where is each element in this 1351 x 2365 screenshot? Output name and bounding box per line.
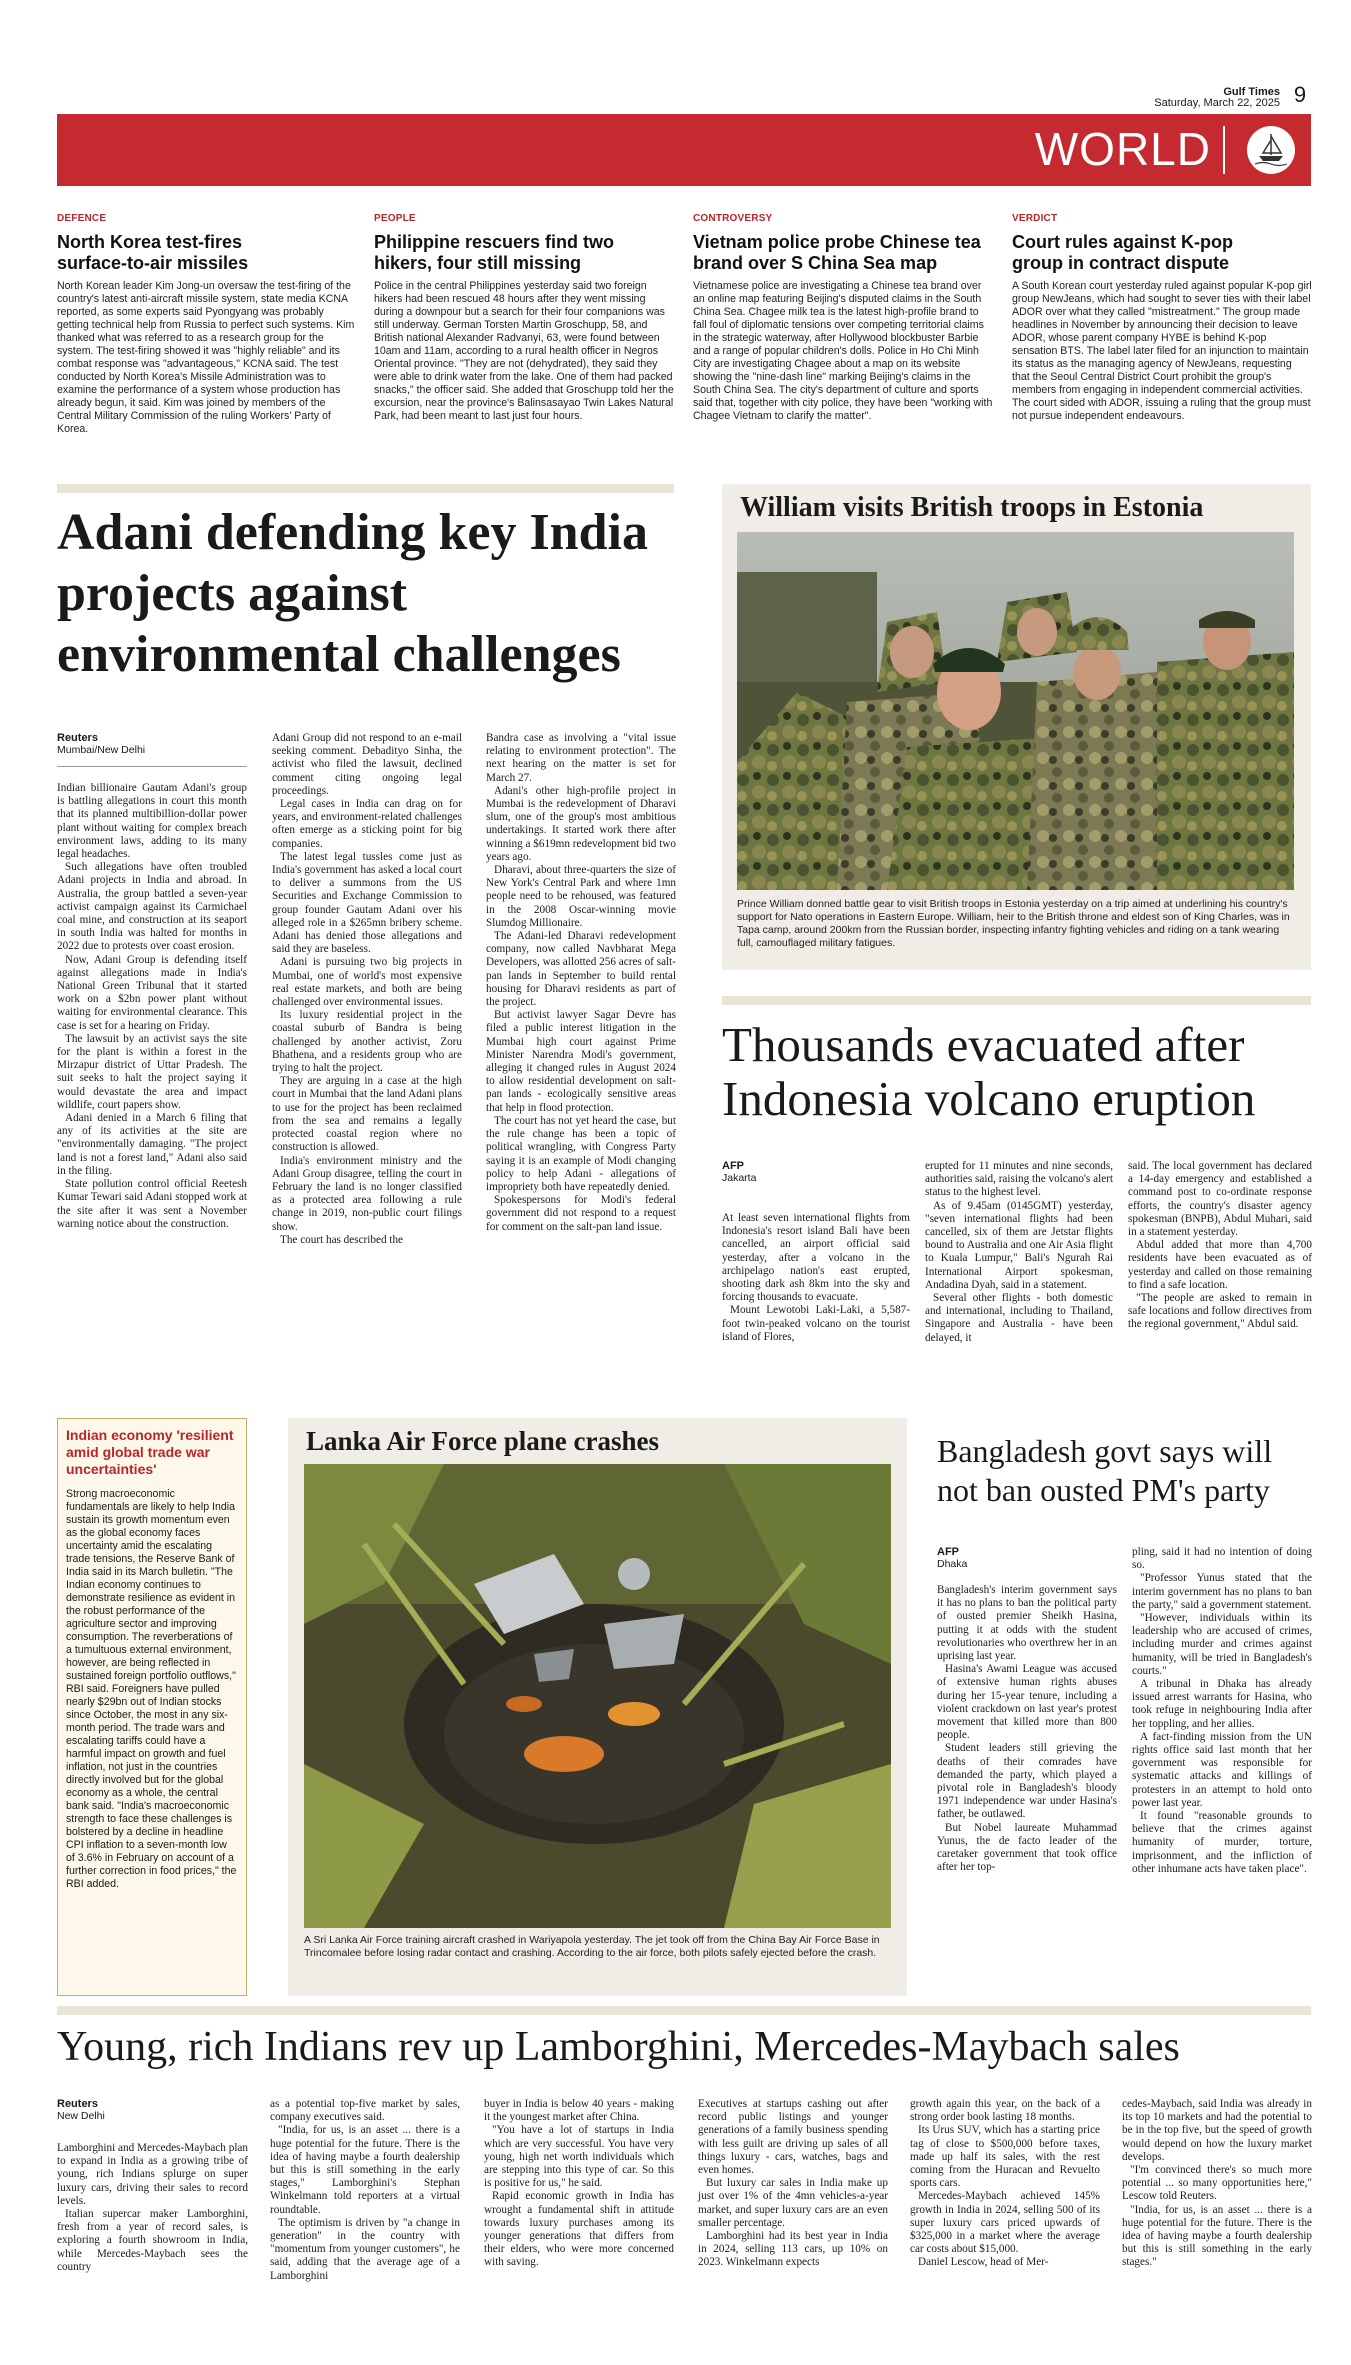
brief-defence (57, 213, 357, 436)
volcano-column-3 (1128, 1160, 1312, 1332)
section-title: WORLD (1034, 123, 1211, 175)
paragraph: The lawsuit by an activist says the site for the plant is within a forest in the Mirzapur district of Uttar Pradesh. The suit seeks to halt the project saying it would devastate the area and impact wildlife, court papers show. (57, 1032, 247, 1111)
paragraph: growth again this year, on the back of a strong order book lasting 18 months. (910, 2098, 1100, 2124)
paper-name: Gulf Times (1223, 86, 1280, 98)
brief-headline: North Korea test-fires surface-to-air missiles (57, 232, 249, 273)
paragraph: Bangladesh's interim government says it has no plans to ban the political party of ousted premier Sheikh Hasina, putting it at odds with the student revolutionaries who overthrew her in an uprising last year. (937, 1584, 1117, 1663)
paragraph: Student leaders still grieving the deaths of their comrades have demanded the party, which played a pivotal role in Bangladesh's bloody 1971 independence war under Hasina's father, be outlawed. (937, 1742, 1117, 1821)
brief-headline: Court rules against K-pop group in contract dispute (1012, 232, 1234, 273)
paragraph: Executives at startups cashing out after record public listings and younger generations of a family business spending with less guilt are driving up sales of all things luxury - cars, watches, bags and even homes. (698, 2098, 888, 2177)
paragraph: Its Urus SUV, which has a starting price tag of close to $500,000 before taxes, made up half its sales, with the rest coming from the Huracan and Revuelto sports cars. (910, 2124, 1100, 2190)
paragraph: Italian supercar maker Lamborghini, fresh from a year of record sales, is exploring a fourth showroom in India, while Mercedes-Maybach sees the country (57, 2208, 248, 2273)
paragraph: The Adani-led Dharavi redevelopment company, now called Navbharat Mega Developers, was allotted 256 acres of salt-pan lands in September to build rental housing for Dharavi residents as part of the project. (486, 930, 676, 1009)
brief-body: North Korean leader Kim Jong-un oversaw the test-firing of the country's latest anti-aircraft missile system, state media KCNA reported, as some experts said Pyongyang was probably getting technical help from Russia to perfect such systems. Kim thanked what was referred to as a research group for the system. The test-firing showed it was "highly reliable" and its combat response was "advantageous," KCNA said. The test conducted by North Korea's Missile Administration was to examine the performance of a system whose production has already begun, it said. Kim was joined by members of the Central Military Commission of the ruling Workers' Party of Korea. (57, 280, 355, 435)
brief-body: A South Korean court yesterday ruled against popular K-pop girl group NewJeans, which had sought to sever ties with their label ADOR over what they called "mistreatment." The group made headlines in November by announcing their decision to leave ADOR, whose parent company HYBE is behind K-pop sensation BTS. The label later filed for an injunction to maintain its status as the managing agency of NewJeans, requesting that the Seoul Central District Court prohibit the group's members from engaging in independent commercial activities. The court sided with ADOR, issuing a ruling that the group must not pursue independent endeavours. (1012, 280, 1312, 422)
globe-boat-icon (1245, 124, 1297, 176)
paragraph: Abdul added that more than 4,700 residents have been evacuated as of yesterday and called on those remaining to find a safe location. (1128, 1239, 1312, 1291)
adani-column-1 (57, 782, 247, 1231)
paragraph: The latest legal tussles come just as India's government has asked a local court to deliver a summons from the US Securities and Exchange Commission to group founder Gautam Adani over his alleged role in a $265mn bribery scheme. Adani has denied those allegations and said they are baseless. (272, 850, 462, 956)
william-panel (722, 484, 1311, 970)
brief-kicker: VERDICT (1012, 213, 1058, 224)
paragraph: said. The local government has declared a 14-day emergency and established a command post to co-ordinate response efforts, the country's disaster agency spokesman (BNPB), Abdul Muhari, said in a statement yesterday. (1128, 1160, 1312, 1239)
paragraph: The optimism is driven by "a change in generation" in the country with "momentum from younger customers", he said, adding that the average age of a Lamborghini (270, 2216, 460, 2282)
paragraph: India's environment ministry and the Adani Group disagree, telling the court in February the land is no longer classified as a protected area following a rule change in 2019, non-public court filings show. (272, 1154, 462, 1233)
paragraph: Rapid economic growth in India has wrought a fundamental shift in attitude towards luxury purchases among its younger generations that differs from their elders, who were more concerned with saving. (484, 2190, 674, 2269)
bangladesh-column-1 (937, 1584, 1117, 1874)
economy-body: Strong macroeconomic fundamentals are likely to help India sustain its growth momentum even as the global economy faces uncertainty amid the escalating trade tensions, the Reserve Bank of India said in its March bulletin. "The Indian economy continues to demonstrate resilience as evident in the robust performance of the agriculture sector and improving consumption. The reverberations of a tumultuous external environment, however, are being reflected in sustained foreign portfolio outflows," RBI said. Foreigners have pulled nearly $29bn out of Indian stocks since October, the most in any six-month period. The trade wars and escalating tariffs could have a harmful impact on growth and fuel inflation, not just in the countries directly involved but for the global economy as a whole, the central bank said. "India's macroeconomic strength to face these challenges is bolstered by a decline in headline CPI inflation to a seven-month low of 3.6% in February on account of a further correction in food prices," the RBI added. (66, 1488, 237, 1890)
economy-headline: Indian economy 'resilient amid global trade war uncertainties' (66, 1427, 234, 1477)
brief-headline: Philippine rescuers find two hikers, four still missing (374, 232, 615, 273)
paragraph: A tribunal in Dhaka has already issued arrest warrants for Hasina, who took refuge in neighbouring India after her toppling, and her allies. (1132, 1678, 1312, 1730)
banner-divider (1223, 126, 1225, 174)
adani-headline: Adani defending key India projects against environmental challenges (57, 504, 648, 683)
paragraph: "However, individuals within its leadership who are accused of crimes, including murder and crimes against humanity, will be tried in Bangladesh's courts." (1132, 1612, 1312, 1677)
brief-people (374, 213, 674, 423)
byline-location: New Delhi (57, 2110, 105, 2122)
paragraph: Adani denied in a March 6 filing that any of its activities at the site are "environmentally damaging. "The project land is not a forest land," Adani also said in the filing. (57, 1112, 247, 1177)
paragraph: "India, for us, is an asset ... there is a huge potential for the future. There is the idea of having maybe a fourth dealership but this is still something in the early stages." (1122, 2203, 1312, 2269)
paragraph: Mercedes-Maybach achieved 145% growth in India in 2024, selling 500 of its super luxury cars priced upwards of $325,000 in a market where the average car costs about $15,000. (910, 2190, 1100, 2256)
paragraph: pling, said it had no intention of doing so. (1132, 1546, 1312, 1572)
brief-body: Police in the central Philippines yesterday said two foreign hikers had been rescued 48 hours after they went missing during a downpour but a search for their four companions was still underway. German Torsten Martin Groschupp, 58, and British national Alexander Radvanyi, 63, were found between 10am and 11am, according to a rural health officer in Negros Oriental province. "They are not (dehydrated), they said they were able to drink water from the lake. One of them had packed snacks," the officer said. She added that Groschupp told her the excursion, near the province's Balinsasayao Twin Lakes Natural Park, had been meant to last just four hours. (374, 280, 674, 422)
volcano-column-1 (722, 1212, 910, 1344)
paragraph: State pollution control official Reetesh Kumar Tewari said Adani stopped work at the site after it was sent a November warning notice about the construction. (57, 1178, 247, 1230)
paragraph: Its luxury residential project in the coastal suburb of Bandra is being challenged by another activist, Zoru Bhathena, and a residents group who are trying to halt the project. (272, 1009, 462, 1075)
paragraph: A fact-finding mission from the UN rights office said last month that her government was responsible for systematic attacks and killings of protesters in an attempt to hold onto power last year. (1132, 1730, 1312, 1809)
lamborghini-column-1 (57, 2142, 248, 2274)
section-rule (57, 484, 674, 493)
paragraph: At least seven international flights from Indonesia's resort island Bali have been cancelled, an airport official said yesterday, after a volcano in the archipelago nation's east erupted, shooting dark ash 8km into the sky and forcing thousands to evacuate. (722, 1212, 910, 1304)
byline-rule (57, 766, 247, 767)
paragraph: The court has not yet heard the case, but the rule change has been a topic of political wrangling, with Congress Party saying it is an example of Modi changing policy to help Adani - allegations of impropriety both have repeatedly denied. (486, 1114, 676, 1193)
lamborghini-column-2 (270, 2098, 460, 2283)
bangladesh-headline: Bangladesh govt says will not ban ousted PM's party (937, 1433, 1273, 1508)
paragraph: They are arguing in a case at the high court in Mumbai that the land Adani plans to use for the project has been reclaimed from the sea and remains a legally protected coastal region where no construction is allowed. (272, 1075, 462, 1154)
paragraph: Spokespersons for Modi's federal government did not respond to a request for comment on the salt-pan land issue. (486, 1194, 676, 1233)
section-banner (57, 114, 1311, 186)
issue-date: Saturday, March 22, 2025 (1154, 97, 1280, 109)
paragraph: erupted for 11 minutes and nine seconds, authorities said, raising the volcano's alert status to the highest level. (925, 1160, 1113, 1199)
lanka-photo (304, 1464, 891, 1928)
paragraph: But luxury car sales in India make up just over 1% of the 4mn vehicles-a-year market, and super luxury cars are an even smaller percentage. (698, 2177, 888, 2229)
paragraph: Hasina's Awami League was accused of extensive human rights abuses during her 15-year tenure, including a violent crackdown on last year's protest movement that killed more than 800 people. (937, 1663, 1117, 1742)
paragraph: "India, for us, is an asset ... there is a huge potential for the future. There is the idea of having maybe a fourth dealership but this is still something in the early stages," Lamborghini's Stephan Winkelmann told reporters at a virtual roundtable. (270, 2124, 460, 2216)
paragraph: But activist lawyer Sagar Devre has filed a public interest litigation in the Mumbai high court against Prime Minister Narendra Modi's government, alleging it changed rules in August 2024 to allow residential development on salt-pan lands - ecologically sensitive areas that help in flood protection. (486, 1009, 676, 1114)
lamborghini-column-6 (1122, 2098, 1312, 2270)
paragraph: Indian billionaire Gautam Adani's group is battling allegations in court this month that its planned multibillion-dollar power plant without waiting for complex breach environment laws, adding to its many legal headaches. (57, 782, 247, 861)
paragraph: buyer in India is below 40 years - making it the youngest market after China. (484, 2098, 674, 2124)
adani-byline (57, 732, 145, 756)
paragraph: Dharavi, about three-quarters the size of New York's Central Park and where 1mn people need to be rehoused, was featured in the 2008 Oscar-winning movie Slumdog Millionaire. (486, 864, 676, 929)
paragraph: "You have a lot of startups in India which are very successful. You have very young, high net worth individuals which are stepping into this type of car. So this is positive for us," he said. (484, 2124, 674, 2190)
byline-agency: AFP (722, 1160, 744, 1172)
paragraph: as a potential top-five market by sales, company executives said. (270, 2098, 460, 2124)
lanka-panel (288, 1418, 907, 1996)
paragraph: Several other flights - both domestic and international, including to Thailand, Singapore and Australia - have been delayed, it (925, 1292, 1113, 1344)
byline-agency: Reuters (57, 2098, 98, 2110)
paragraph: "The people are asked to remain in safe locations and follow directives from the regional government," Abdul said. (1128, 1292, 1312, 1331)
paragraph: Lamborghini and Mercedes-Maybach plan to expand in India as a growing tribe of young, rich Indians splurge on super luxury cars, driving their sales to record levels. (57, 2142, 248, 2207)
lanka-headline: Lanka Air Force plane crashes (306, 1426, 660, 1456)
section-rule (57, 2006, 1311, 2015)
brief-verdict (1012, 213, 1312, 423)
lamborghini-column-4 (698, 2098, 888, 2270)
byline-agency: Reuters (57, 732, 98, 744)
paragraph: But Nobel laureate Muhammad Yunus, the de facto leader of the caretaker government that took office after her top- (937, 1821, 1117, 1874)
brief-controversy (693, 213, 993, 423)
lamborghini-column-3 (484, 2098, 674, 2270)
brief-body: Vietnamese police are investigating a Chinese tea brand over an online map featuring Beijing's disputed claims in the South China Sea. Chagee milk tea is the latest high-profile brand to fall foul of diplomatic tensions over competing territorial claims in the strategic waterway, after Hollywood blockbuster Barbie and a range of popular children's dolls. Police in Ho Chi Minh City are investigating Chagee about a map on its website showing the "nine-dash line" marking Beijing's claims in the South China Sea. The city's department of culture and sports said that, together with city police, they have been "working with Chagee Vietnam to clarify the matter". (693, 280, 993, 422)
paragraph: Mount Lewotobi Laki-Laki, a 5,587-foot twin-peaked volcano on the tourist island of Flores, (722, 1304, 910, 1343)
paragraph: "Professor Yunus stated that the interim government has no plans to ban the party," said a government statement. (1132, 1572, 1312, 1611)
brief-kicker: DEFENCE (57, 213, 107, 224)
william-headline: William visits British troops in Estonia (740, 492, 1204, 523)
paragraph: As of 9.45am (0145GMT) yesterday, "seven international flights had been cancelled, six of them are Jetstar flights bound to Australia and one Air Asia flight to Kuala Lumpur," Bali's Ngurah Rai International Airport spokesman, Andadina Dyah, said in a statement. (925, 1199, 1113, 1291)
paragraph: Lamborghini had its best year in India in 2024, selling 113 cars, up 10% on 2023. Winkelmann expects (698, 2230, 888, 2269)
paragraph: "I'm convinced there's so much more potential ... so many opportunities here," Lescow told Reuters. (1122, 2164, 1312, 2203)
volcano-column-2 (925, 1160, 1113, 1345)
paragraph: Daniel Lescow, head of Mer- (918, 2256, 1049, 2269)
paragraph: Such allegations have often troubled Adani projects in India and abroad. In Australia, the group battled a seven-year activist campaign against its Carmichael coal mine, and construction at its seaport in south India was halted for months in 2022 due to protests over coast erosion. (57, 861, 247, 953)
william-caption: Prince William donned battle gear to visit British troops in Estonia yesterday on a trip aimed at underlining his country's support for Nato operations in Eastern Europe. William, heir to the British throne and eldest son of King Charles, was in Tapa camp, around 200km from the Russian border, inspecting infantry fighting vehicles and riding on a tank wearing full, camouflaged military fatigues. (737, 898, 1290, 949)
bangladesh-column-2 (1132, 1546, 1312, 1876)
paragraph: Bandra case as involving a "vital issue relating to environment protection". The next hearing on the matter is set for March 27. (486, 732, 676, 784)
brief-kicker: CONTROVERSY (693, 213, 773, 224)
economy-sidebar (57, 1418, 247, 1996)
lamborghini-headline: Young, rich Indians rev up Lamborghini, Mercedes-Maybach sales (57, 2024, 1180, 2070)
volcano-headline: Thousands evacuated after Indonesia volcano eruption (722, 1017, 1256, 1126)
adani-column-2 (272, 732, 462, 1247)
brief-headline: Vietnam police probe Chinese tea brand over S China Sea map (693, 232, 981, 273)
paragraph: The court has described the (280, 1233, 404, 1246)
paragraph: Adani's other high-profile project in Mumbai is the redevelopment of Dharavi slum, one of the group's most ambitious undertakings. It started work there after winning a $619mn redevelopment bid two years ago. (486, 784, 676, 863)
lamborghini-byline (57, 2098, 105, 2122)
paragraph: Adani is pursuing two big projects in Mumbai, one of world's most expensive real estate markets, and both are being challenged over environmental issues. (272, 956, 462, 1009)
byline-location: Dhaka (937, 1558, 968, 1570)
paragraph: cedes-Maybach, said India was already in its top 10 markets and had the potential to be in the top five, but the speed of growth would depend on how the luxury market develops. (1122, 2098, 1312, 2163)
paragraph: Legal cases in India can drag on for years, and environment-related challenges often emerge as a sticking point for big companies. (272, 798, 462, 850)
lamborghini-column-5 (910, 2098, 1100, 2270)
volcano-byline (722, 1160, 756, 1184)
paragraph: Adani Group did not respond to an e-mail seeking comment. Debadityo Sinha, the activist who filed the lawsuit, declined comment citing ongoing legal proceedings. (272, 732, 462, 797)
adani-column-3 (486, 732, 676, 1234)
bangladesh-byline (937, 1546, 967, 1570)
page-number: 9 (1293, 82, 1307, 107)
section-rule (722, 996, 1311, 1005)
paragraph: Now, Adani Group is defending itself against allegations made in India's National Green Tribunal that it started work on a $2bn power plant without waiting for environmental clearance. This case is set for a hearing on Friday. (57, 953, 247, 1032)
lanka-caption: A Sri Lanka Air Force training aircraft crashed in Wariyapola yesterday. The jet took off from the China Bay Air Force Base in Trincomalee before losing radar contact and crashing. According to the air force, both pilots safely ejected before the crash. (304, 1934, 880, 1959)
brief-kicker: PEOPLE (374, 213, 416, 224)
byline-location: Mumbai/New Delhi (57, 744, 146, 756)
byline-agency: AFP (937, 1546, 959, 1558)
byline-location: Jakarta (722, 1172, 757, 1184)
william-photo (737, 532, 1294, 890)
paragraph: It found "reasonable grounds to believe that the crimes against humanity of murder, torture, imprisonment, and the infliction of other inhumane acts have taken place". (1132, 1810, 1312, 1875)
